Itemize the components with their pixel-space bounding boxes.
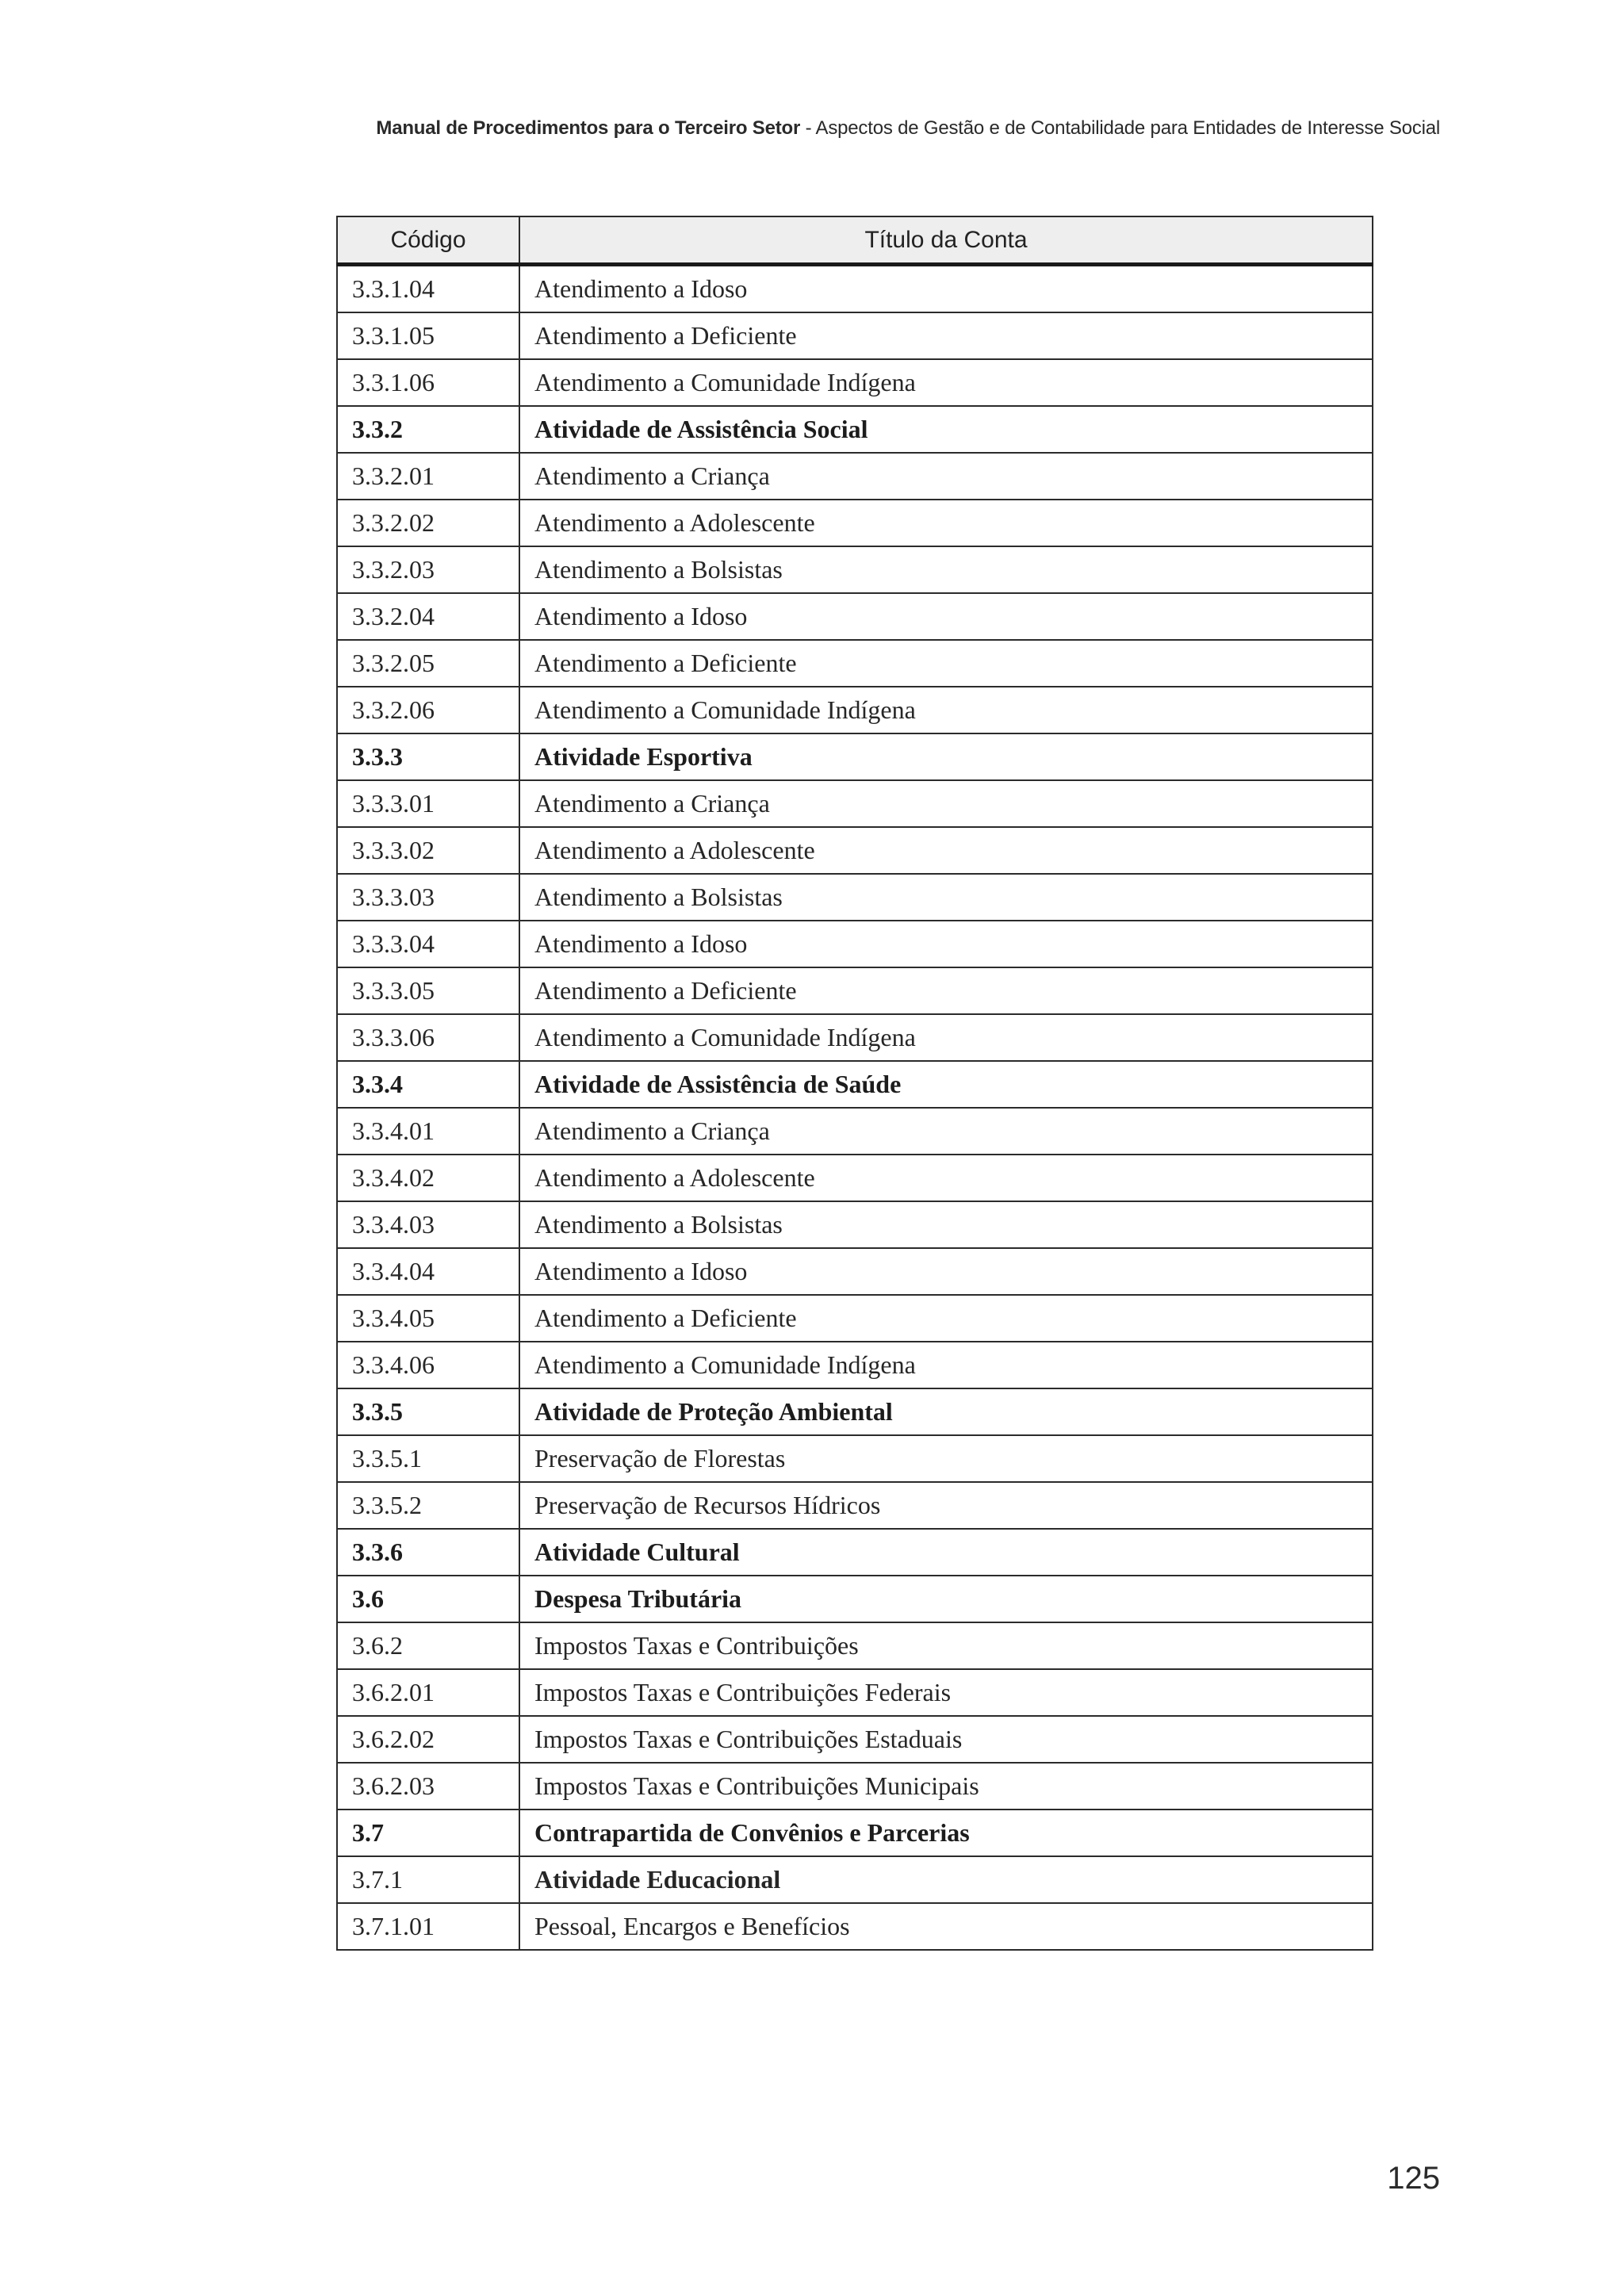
account-code: 3.3.1.06: [337, 359, 519, 406]
account-code: 3.3.5: [337, 1388, 519, 1435]
table-row: [337, 1763, 1373, 1810]
table-row: [337, 1014, 1373, 1061]
table-row: [337, 359, 1373, 406]
account-code: 3.3.4.04: [337, 1248, 519, 1295]
account-code: 3.3.4: [337, 1061, 519, 1108]
account-title: Atendimento a Comunidade Indígena: [519, 687, 1373, 733]
account-code: 3.3.4.03: [337, 1201, 519, 1248]
account-title: Atendimento a Comunidade Indígena: [519, 359, 1373, 406]
account-code: 3.6.2: [337, 1622, 519, 1669]
table-row: [337, 453, 1373, 500]
account-title: Atendimento a Comunidade Indígena: [519, 1014, 1373, 1061]
table-row: [337, 1248, 1373, 1295]
table-row: [337, 874, 1373, 921]
account-title: Atendimento a Idoso: [519, 265, 1373, 313]
table-row: [337, 1903, 1373, 1950]
account-title: Atendimento a Criança: [519, 1108, 1373, 1155]
account-code: 3.6.2.02: [337, 1716, 519, 1763]
table-row: [337, 265, 1373, 313]
account-code: 3.3.2.05: [337, 640, 519, 687]
account-title: Atendimento a Comunidade Indígena: [519, 1342, 1373, 1388]
account-title: Atendimento a Bolsistas: [519, 546, 1373, 593]
account-title: Atividade de Assistência Social: [519, 406, 1373, 453]
account-code: 3.3.3: [337, 733, 519, 780]
account-title: Impostos Taxas e Contribuições Estaduais: [519, 1716, 1373, 1763]
table-row: [337, 1388, 1373, 1435]
account-title: Atendimento a Bolsistas: [519, 1201, 1373, 1248]
account-code: 3.3.1.05: [337, 312, 519, 359]
account-code: 3.3.3.01: [337, 780, 519, 827]
account-code: 3.3.4.01: [337, 1108, 519, 1155]
account-title: Atendimento a Adolescente: [519, 500, 1373, 546]
table-row: [337, 546, 1373, 593]
table-row: [337, 1295, 1373, 1342]
account-code: 3.7: [337, 1810, 519, 1856]
header-separator: -: [800, 117, 816, 139]
account-code: 3.7.1.01: [337, 1903, 519, 1950]
table-row: [337, 827, 1373, 874]
account-code: 3.3.4.06: [337, 1342, 519, 1388]
account-title: Atividade Educacional: [519, 1856, 1373, 1903]
account-title: Atendimento a Criança: [519, 453, 1373, 500]
account-title: Atividade de Assistência de Saúde: [519, 1061, 1373, 1108]
table-row: [337, 1155, 1373, 1201]
account-title: Atendimento a Deficiente: [519, 1295, 1373, 1342]
account-title: Impostos Taxas e Contribuições Federais: [519, 1669, 1373, 1716]
account-code: 3.3.5.1: [337, 1435, 519, 1482]
table-header-row: [337, 216, 1373, 265]
table-row: [337, 312, 1373, 359]
account-title: Atendimento a Criança: [519, 780, 1373, 827]
table-row: [337, 500, 1373, 546]
account-title: Pessoal, Encargos e Benefícios: [519, 1903, 1373, 1950]
account-code: 3.6: [337, 1576, 519, 1622]
account-code: 3.3.1.04: [337, 265, 519, 313]
account-code: 3.3.2.06: [337, 687, 519, 733]
account-title: Atendimento a Deficiente: [519, 967, 1373, 1014]
account-title: Atendimento a Idoso: [519, 921, 1373, 967]
account-title: Atendimento a Bolsistas: [519, 874, 1373, 921]
table-row: [337, 1669, 1373, 1716]
account-code: 3.3.2.02: [337, 500, 519, 546]
running-header: [376, 117, 1440, 140]
account-title: Atendimento a Idoso: [519, 1248, 1373, 1295]
table-row: [337, 780, 1373, 827]
account-code: 3.6.2.03: [337, 1763, 519, 1810]
table-row: [337, 1482, 1373, 1529]
account-code: 3.3.2.01: [337, 453, 519, 500]
table-row: [337, 1061, 1373, 1108]
account-title: Atendimento a Deficiente: [519, 640, 1373, 687]
table-row: [337, 640, 1373, 687]
header-title-bold: Manual de Procedimentos para o Terceiro Setor: [376, 117, 801, 139]
table-row: [337, 1201, 1373, 1248]
page-number: 125: [1387, 2161, 1440, 2196]
account-title: Atividade Cultural: [519, 1529, 1373, 1576]
account-title: Atendimento a Adolescente: [519, 1155, 1373, 1201]
table-row: [337, 1529, 1373, 1576]
table-row: [337, 593, 1373, 640]
table-row: [337, 967, 1373, 1014]
column-header-code: Código: [337, 216, 519, 265]
table-row: [337, 1435, 1373, 1482]
account-code: 3.3.3.04: [337, 921, 519, 967]
account-code: 3.3.4.02: [337, 1155, 519, 1201]
table-row: [337, 921, 1373, 967]
table-row: [337, 1810, 1373, 1856]
column-header-title: Título da Conta: [519, 216, 1373, 265]
account-title: Atendimento a Idoso: [519, 593, 1373, 640]
table-row: [337, 1108, 1373, 1155]
account-title: Atividade Esportiva: [519, 733, 1373, 780]
accounts-table: [336, 216, 1373, 1951]
account-code: 3.3.5.2: [337, 1482, 519, 1529]
table-body: [337, 265, 1373, 1951]
account-code: 3.3.3.02: [337, 827, 519, 874]
account-code: 3.3.6: [337, 1529, 519, 1576]
table-row: [337, 1716, 1373, 1763]
account-code: 3.3.2.03: [337, 546, 519, 593]
table-row: [337, 733, 1373, 780]
account-code: 3.3.2.04: [337, 593, 519, 640]
account-title: Impostos Taxas e Contribuições: [519, 1622, 1373, 1669]
account-code: 3.3.2: [337, 406, 519, 453]
account-title: Preservação de Recursos Hídricos: [519, 1482, 1373, 1529]
account-title: Atendimento a Deficiente: [519, 312, 1373, 359]
account-code: 3.7.1: [337, 1856, 519, 1903]
account-code: 3.3.3.06: [337, 1014, 519, 1061]
account-title: Impostos Taxas e Contribuições Municipais: [519, 1763, 1373, 1810]
table-row: [337, 1856, 1373, 1903]
account-code: 3.6.2.01: [337, 1669, 519, 1716]
account-code: 3.3.3.05: [337, 967, 519, 1014]
account-code: 3.3.3.03: [337, 874, 519, 921]
table-row: [337, 687, 1373, 733]
table-row: [337, 1576, 1373, 1622]
account-title: Atendimento a Adolescente: [519, 827, 1373, 874]
account-title: Preservação de Florestas: [519, 1435, 1373, 1482]
table-row: [337, 1342, 1373, 1388]
account-title: Contrapartida de Convênios e Parcerias: [519, 1810, 1373, 1856]
table-row: [337, 1622, 1373, 1669]
account-code: 3.3.4.05: [337, 1295, 519, 1342]
header-title-rest: Aspectos de Gestão e de Contabilidade para Entidades de Interesse Social: [815, 117, 1440, 139]
account-title: Despesa Tributária: [519, 1576, 1373, 1622]
table-row: [337, 406, 1373, 453]
account-title: Atividade de Proteção Ambiental: [519, 1388, 1373, 1435]
